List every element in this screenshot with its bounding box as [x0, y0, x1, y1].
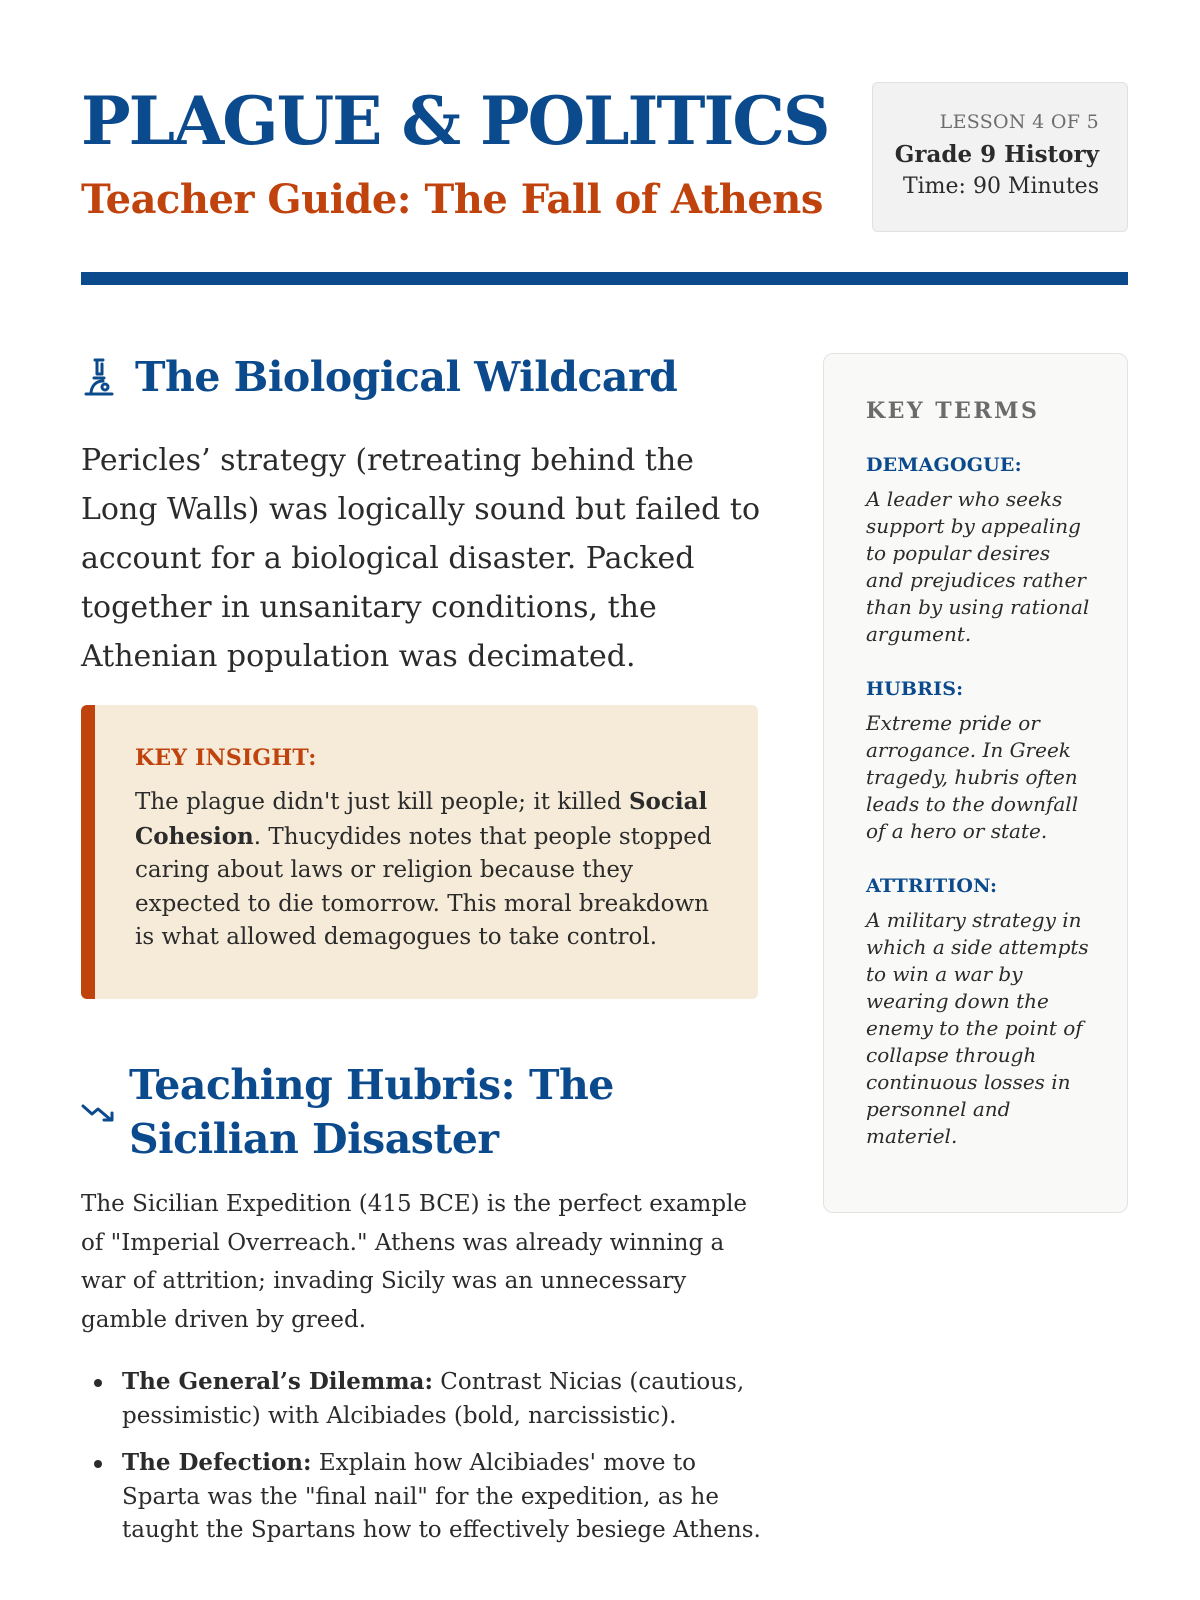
section-heading-biological: [81, 353, 677, 401]
term-definition: A leader who seeks support by appealing to popular desires and prejudices rather than by using rational argument.: [866, 487, 1090, 646]
term-entry: [866, 454, 1091, 648]
list-item: The General’s Dilemma: Contrast Nicias (cautious, pessimistic) with Alcibiades (bold, narcissistic).: [81, 1365, 771, 1433]
key-terms-title: KEY TERMS: [866, 398, 1040, 424]
lesson-count: LESSON 4 OF 5: [939, 111, 1099, 133]
body-paragraph: The Sicilian Expedition (415 BCE) is the perfect example of "Imperial Overreach." Athens was already winning a war of attrition; invading Sicily was an unnecessary gamble driven by greed.: [81, 1191, 748, 1333]
insight-text: The plague didn't just kill people; it killed Social Cohesion. Thucydides notes that people stopped caring about laws or religion because they expected to die tomorrow. This moral breakdown is what allowed demagogues to take control.: [135, 788, 712, 950]
section-title: Teaching Hubris: The Sicilian Disaster: [129, 1061, 614, 1163]
trending-down-icon: [81, 1098, 115, 1126]
header-divider: [81, 272, 1128, 285]
microscope-icon: [81, 357, 117, 397]
page-subtitle: Teacher Guide: The Fall of Athens: [81, 176, 823, 223]
list-item: The Defection: Explain how Alcibiades' move to Sparta was the "final nail" for the expedition, as he taught the Spartans how to effectively besiege Athens.: [81, 1446, 771, 1548]
key-terms-sidebar: [823, 353, 1128, 1213]
section-title: The Biological Wildcard: [135, 353, 678, 401]
term-name: ATTRITION:: [866, 875, 998, 897]
brand-title: PLAGUE & POLITICS: [81, 82, 829, 160]
insight-emphasis: Social Cohesion: [135, 788, 708, 850]
lesson-grade: Grade 9 History: [894, 141, 1099, 168]
lesson-time: Time: 90 Minutes: [902, 174, 1099, 199]
term-name: DEMAGOGUE:: [866, 454, 1022, 476]
bullet-list: [81, 1365, 771, 1561]
lead-paragraph: Pericles’ strategy (retreating behind the Long Walls) was logically sound but failed to account for a biological disaster. Packed together in unsanitary conditions, the Athenian population was decimated.: [81, 443, 761, 674]
section-heading-hubris: [81, 1058, 721, 1166]
insight-label: KEY INSIGHT:: [135, 745, 317, 771]
term-entry: [866, 875, 1091, 1150]
term-definition: Extreme pride or arrogance. In Greek tragedy, hubris often leads to the downfall of a hero or state.: [866, 711, 1079, 843]
key-insight-callout: [81, 705, 758, 999]
term-definition: A military strategy in which a side attempts to win a war by wearing down the enemy to the point of collapse through continuous losses in personnel and materiel.: [866, 908, 1089, 1148]
lesson-info-box: [872, 82, 1128, 232]
header: [81, 78, 1128, 228]
term-name: HUBRIS:: [866, 678, 964, 700]
term-entry: [866, 678, 1091, 845]
